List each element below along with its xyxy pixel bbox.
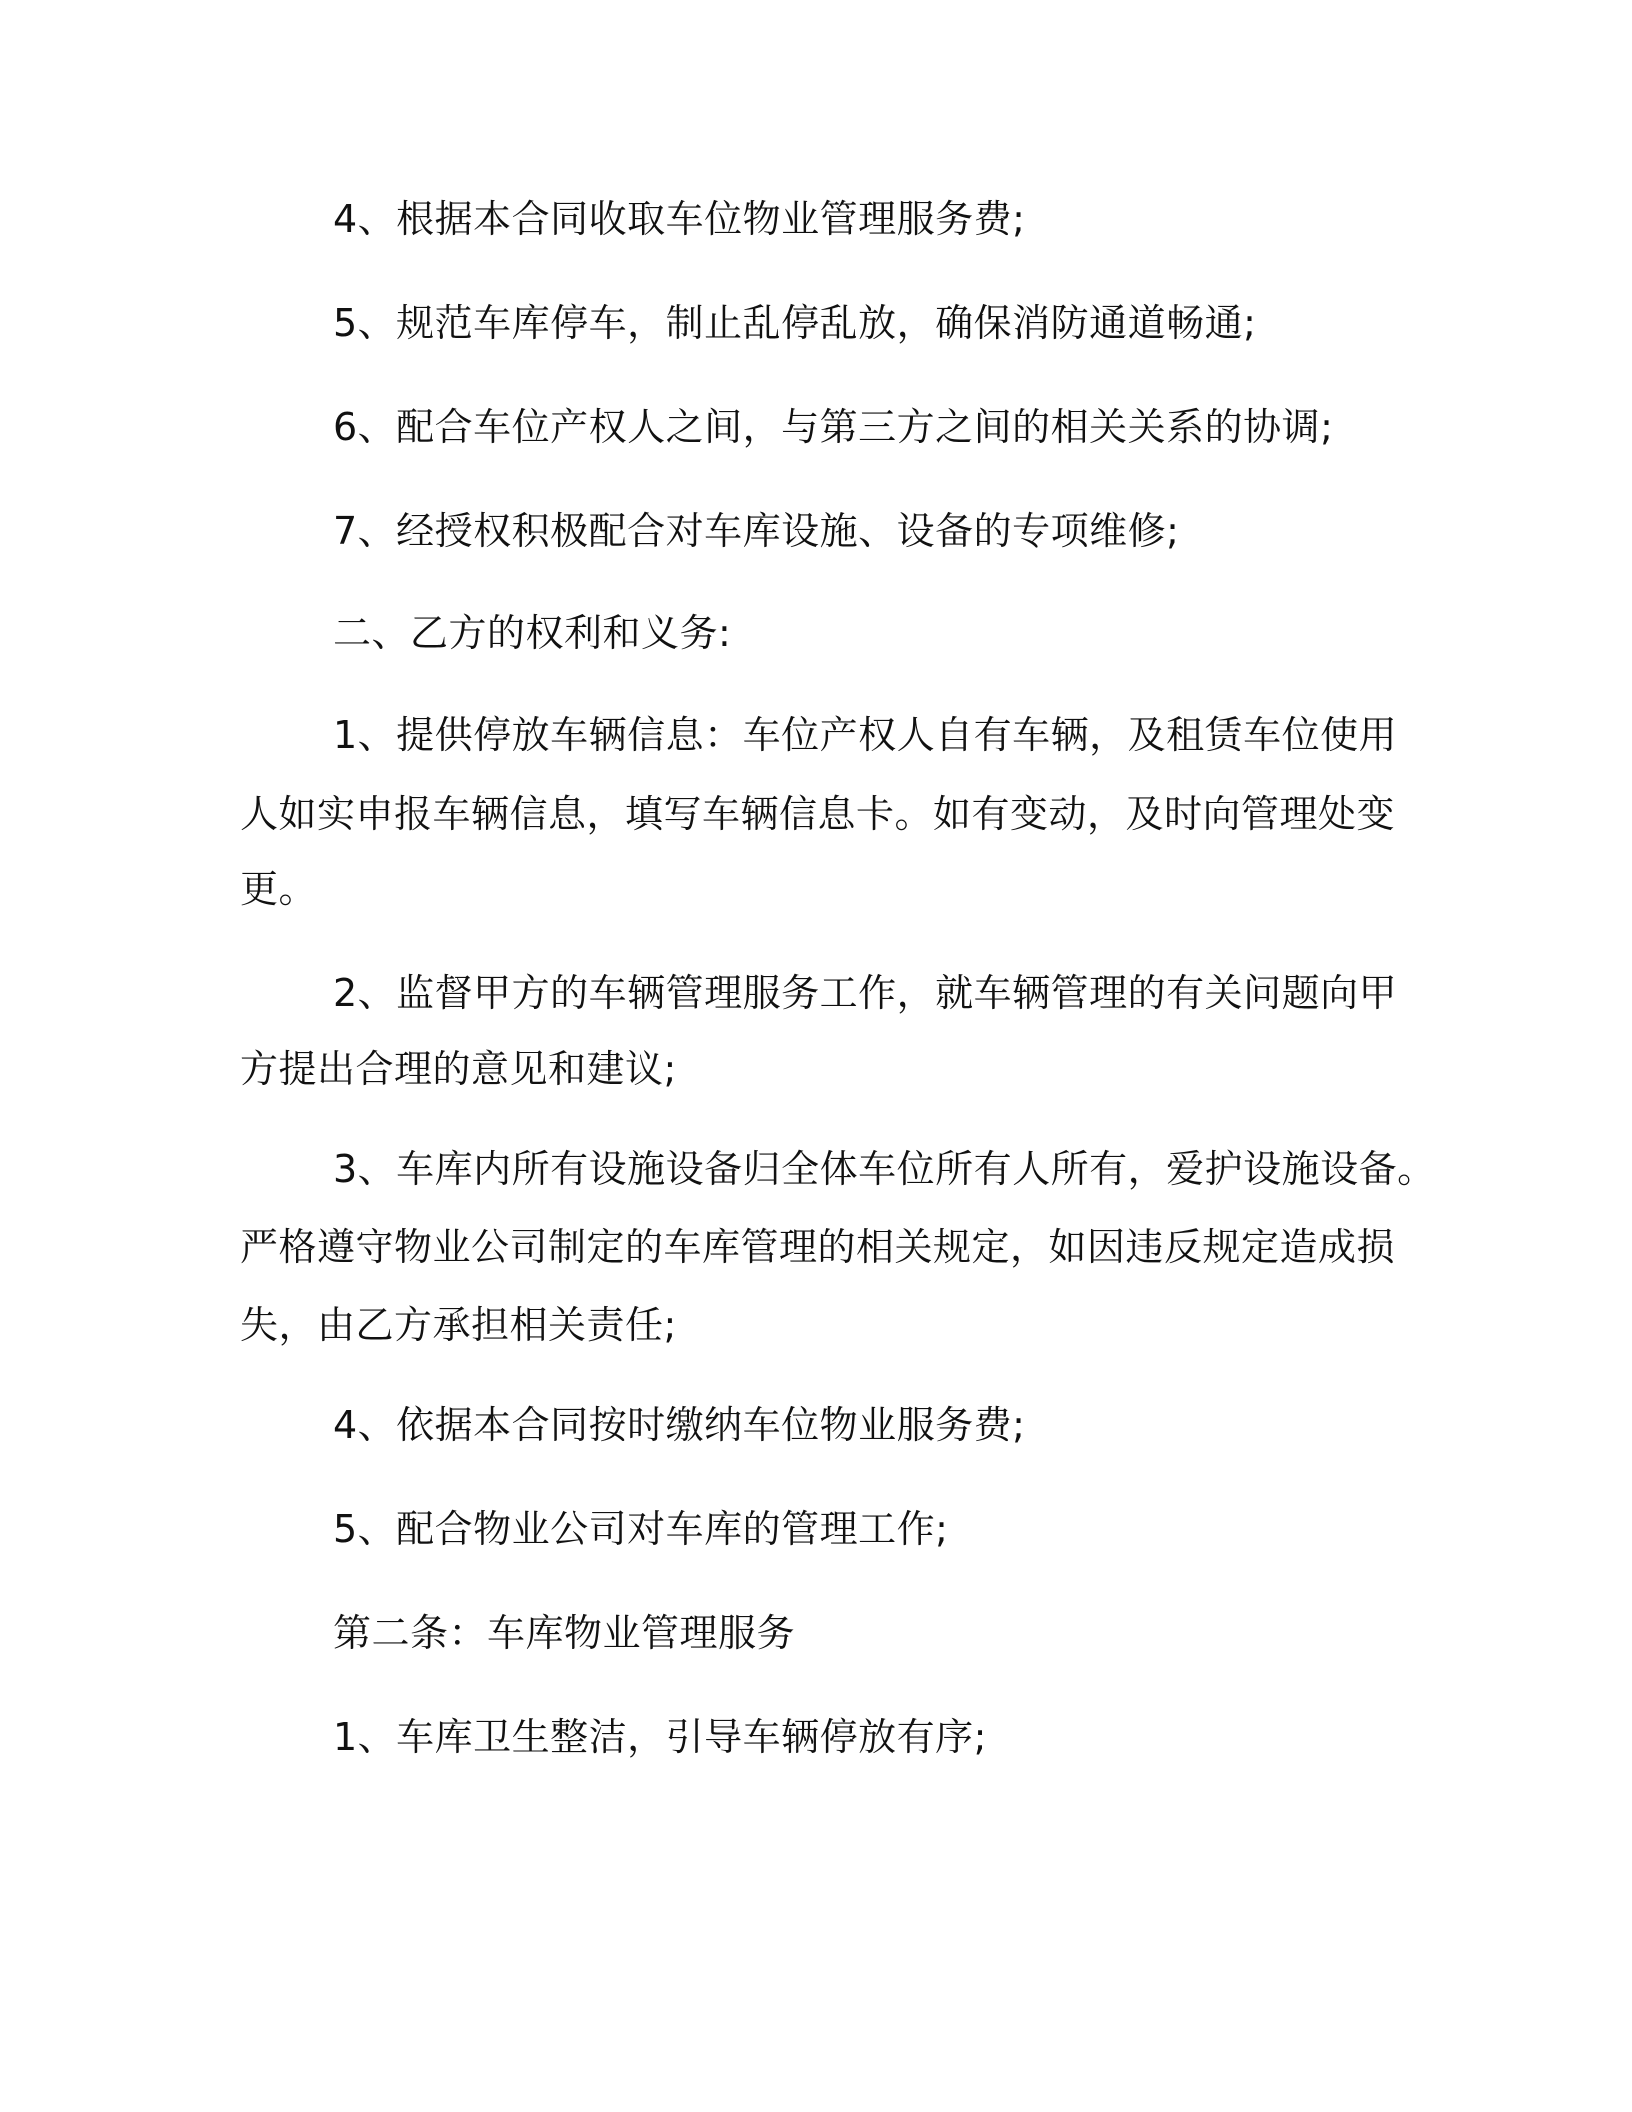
article-2-clause-1: 1、车库卫生整洁，引导车辆停放有序; <box>333 1715 987 1759</box>
clause-a-6: 6、配合车位产权人之间，与第三方之间的相关关系的协调; <box>333 405 1334 449</box>
section-heading-party-b: 二、乙方的权利和义务: <box>333 611 732 655</box>
clause-a-7: 7、经授权积极配合对车库设施、设备的专项维修; <box>333 509 1180 553</box>
article-2-heading: 第二条：车库物业管理服务 <box>333 1611 796 1655</box>
clause-b-2-line-1: 2、监督甲方的车辆管理服务工作，就车辆管理的有关问题向甲 <box>333 971 1398 1015</box>
clause-b-2-line-2: 方提出合理的意见和建议; <box>240 1047 677 1091</box>
clause-a-4: 4、根据本合同收取车位物业管理服务费; <box>333 197 1026 241</box>
clause-b-1-line-1: 1、提供停放车辆信息：车位产权人自有车辆，及租赁车位使用 <box>333 713 1398 757</box>
clause-b-1-line-2: 人如实申报车辆信息，填写车辆信息卡。如有变动，及时向管理处变 <box>240 792 1396 836</box>
clause-a-5: 5、规范车库停车，制止乱停乱放，确保消防通道畅通; <box>333 301 1257 345</box>
clause-b-5: 5、配合物业公司对车库的管理工作; <box>333 1507 949 1551</box>
clause-b-4: 4、依据本合同按时缴纳车位物业服务费; <box>333 1403 1026 1447</box>
clause-b-1-line-3: 更。 <box>240 867 318 911</box>
clause-b-3-line-1: 3、车库内所有设施设备归全体车位所有人所有，爱护设施设备。 <box>333 1147 1436 1191</box>
clause-b-3-line-3: 失，由乙方承担相关责任; <box>240 1303 677 1347</box>
clause-b-3-line-2: 严格遵守物业公司制定的车库管理的相关规定，如因违反规定造成损 <box>240 1225 1396 1269</box>
